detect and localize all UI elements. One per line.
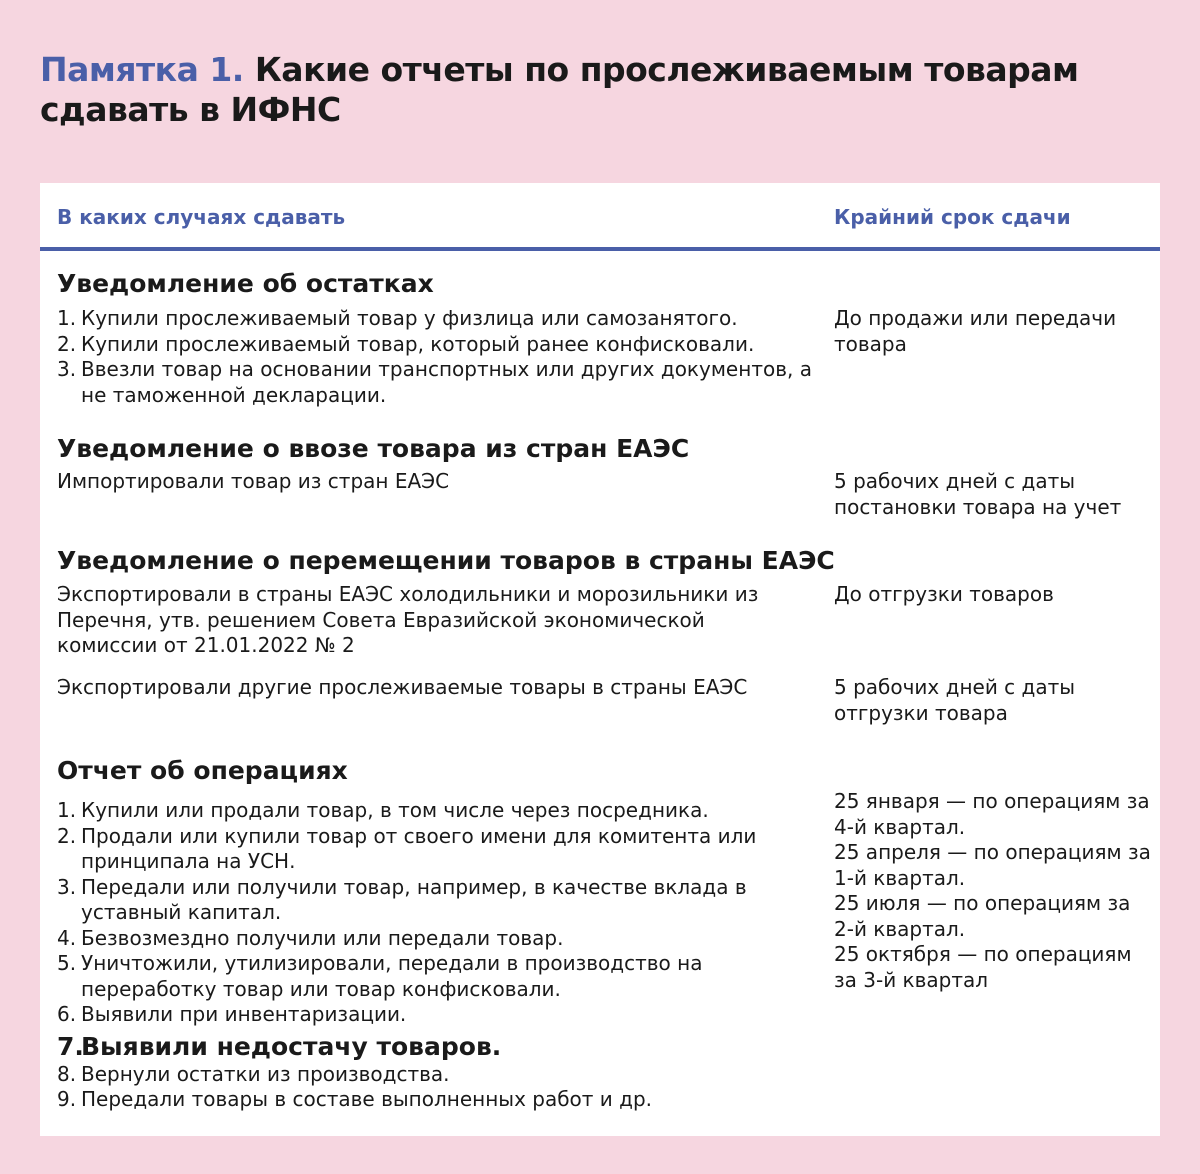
case-list-operations <box>57 798 807 1113</box>
deadline-line: 25 октября — по операциям за 3-й квартал <box>834 942 1132 992</box>
list-item: 2. Купили прослеживаемый товар, который ранее конфисковали. <box>57 331 755 356</box>
list-item: 2. Продали или купили товар от своего имени для комитента или принципала на УСН. <box>57 823 757 873</box>
section-title-import: Уведомление о ввозе товара из стран ЕАЭС <box>57 434 690 463</box>
list-item: 9. Передали товары в составе выполненных работ и др. <box>57 1087 653 1111</box>
page-title <box>40 50 1160 130</box>
section-title-operations: Отчет об операциях <box>57 756 348 785</box>
reports-table <box>40 183 1160 1136</box>
list-item: 1. Купили или продали товар, в том числе через посредника. <box>57 798 709 822</box>
column-header-deadline: Крайний срок сдачи <box>834 205 1071 229</box>
title-text: Какие отчеты по прослеживаемым товарам сдавать в ИФНС <box>40 50 1079 129</box>
deadline-line: 25 апреля — по операциям за 1-й квартал. <box>834 840 1151 890</box>
list-item: 8. Вернули остатки из производства. <box>57 1061 450 1086</box>
title-prefix: Памятка 1. <box>40 50 244 89</box>
deadline-remains: До продажи или передачи товара <box>834 306 1117 356</box>
list-item: 4. Безвозмездно получили или передали товар. <box>57 925 564 950</box>
deadline-export-fridges: До отгрузки товаров <box>834 582 1054 606</box>
list-item: 3. Ввезли товар на основании транспортных или других документов, а не таможенной декларации. <box>57 357 812 407</box>
list-item: 6. Выявили при инвентаризации. <box>57 1002 407 1026</box>
case-export-other: Экспортировали другие прослеживаемые товары в страны ЕАЭС <box>57 675 748 699</box>
deadline-operations <box>834 789 1152 993</box>
list-item: 7.Выявили недостачу товаров. <box>57 1031 502 1061</box>
table-header <box>40 183 1160 251</box>
case-import: Импортировали товар из стран ЕАЭС <box>57 469 450 493</box>
section-title-remains: Уведомление об остатках <box>57 269 434 298</box>
deadline-export-other: 5 рабочих дней с даты отгрузки товара <box>834 675 1076 725</box>
list-item: 3. Передали или получили товар, например, в качестве вклада в уставный капитал. <box>57 874 747 924</box>
case-list-remains <box>57 306 817 408</box>
list-item: 5. Уничтожили, утилизировали, передали в производство на переработку товар или товар конфисковали. <box>57 951 703 1001</box>
deadline-line: 25 июля — по операциям за 2-й квартал. <box>834 891 1131 941</box>
section-title-export: Уведомление о перемещении товаров в страны ЕАЭС <box>57 546 835 575</box>
deadline-line: 25 января — по операциям за 4-й квартал. <box>834 789 1150 839</box>
deadline-import: 5 рабочих дней с даты постановки товара на учет <box>834 469 1122 519</box>
case-export-fridges: Экспортировали в страны ЕАЭС холодильники и морозильники из Перечня, утв. решением Совета Евразийской экономической комиссии от 21.01.2022 № 2 <box>57 582 759 657</box>
column-header-cases: В каких случаях сдавать <box>57 205 346 229</box>
list-item: 1. Купили прослеживаемый товар у физлица или самозанятого. <box>57 306 738 330</box>
